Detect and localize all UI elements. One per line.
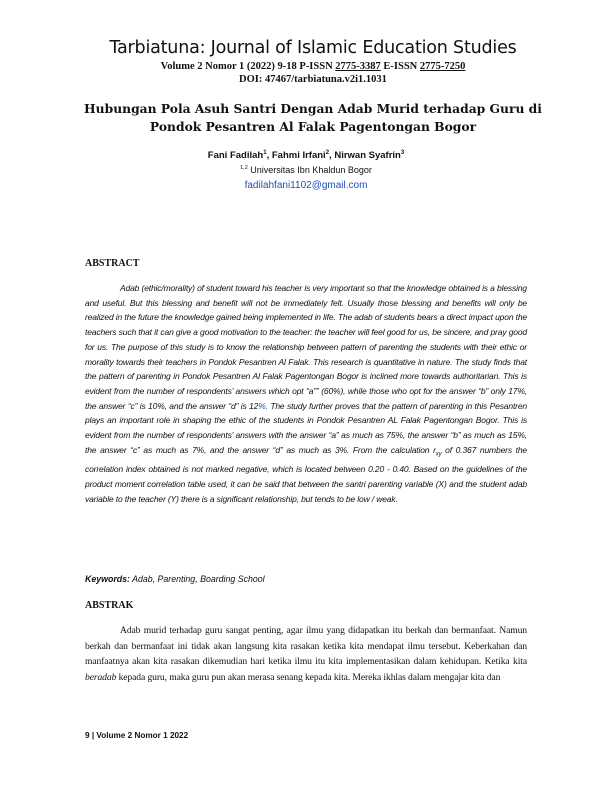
doi: DOI: 47467/tarbiatuna.v2i1.1031 xyxy=(239,74,387,85)
e-issn-label: E-ISSN xyxy=(380,61,420,72)
keywords xyxy=(85,574,265,584)
abstract-text-highlight: %. xyxy=(258,400,268,411)
abstrak-text-part: kepada guru, maka guru pun akan merasa senang kepada kita. Mereka ikhlas dalam mengajar kita dan xyxy=(116,672,501,684)
author-email[interactable]: fadilahfani1102@gmail.com xyxy=(244,180,368,191)
author-affil-marker: 1 xyxy=(263,150,267,156)
author-name: Nirwan Syafrin xyxy=(334,150,401,162)
article-title: Hubungan Pola Asuh Santri Dengan Adab Murid terhadap Guru di Pondok Pesantren Al Falak Pagentongan Bogor xyxy=(84,101,542,134)
e-issn-link[interactable]: 2775-7250 xyxy=(419,61,466,72)
author-affil-marker: 3 xyxy=(400,150,405,156)
abstrak-heading: ABSTRAK xyxy=(85,600,134,611)
abstract-text-part: The study further proves that the pattern of parenting in this Pesantren plays an important role in shaping the ethic of the students in Pondok Pesantren AL Falak Pagentongan Bogor. This is evident from the number of respondents’ answers with the answer “a” as much as 75%, the answer “b” as much as 15%, the answer “c” as much as 7%, and the answer “d” as much as 3%. From the calculation r xyxy=(85,400,528,455)
page-footer: 9 | Volume 2 Nomor 1 2022 xyxy=(85,731,189,740)
abstract-text xyxy=(85,281,527,506)
journal-title: Tarbiatuna: Journal of Islamic Education Studies xyxy=(109,38,517,58)
affiliation-name: Universitas Ibn Khaldun Bogor xyxy=(250,165,372,175)
abstrak-italic-word: beradab xyxy=(85,672,117,684)
issue-prefix: Volume 2 Nomor 1 (2022) 9-18 P-ISSN xyxy=(160,61,336,72)
author-name: Fahmi Irfani xyxy=(271,150,326,162)
author-affil-marker: 2 xyxy=(325,150,330,156)
abstrak-text-part: Adab murid terhadap guru sangat penting, agar ilmu yang didapatkan itu berkah dan bermanfaat. Namun berkah dan bermanfaat ini tidak akan langsung kita rasakan ketika kita mendapat ilmu tersebut. Keberkahan dan manfaatnya akan kita rasakan dikemudian hari ketika ilmu itu kita implementasikan dalam kehidupan. Ketika kita xyxy=(85,625,527,668)
abstract-text-part: Adab (ethic/morality) of student toward his teacher is very important so that the knowledge obtained is a blessing and useful. But this blessing and benefit will not be immediately felt. Usually those blessing and benefits will only be realized in the future the knowledge gained being implemented in life. The adab of students bears a direct impact upon the teachers such that it can give a good motivation to the teacher: the teacher will feel good for us, be sincere, and pray good for us. The purpose of this study is to know the relationship between pattern of parenting the students with their ethic or morality towards their teachers in Pondok Pesantren Al Falak. This research is quantitative in nature. The study finds that the pattern of parenting in Pondok Pesantren Al Falak Pagentongan Bogor is inclined more towards authoritarian. This is evident from the number of respondents’ answers which opt “a”” (60%), while those who opt for the answer “b” only 17%, the answer “c” is 10%, and the answer “d” is 12 xyxy=(85,283,527,411)
abstrak-text xyxy=(85,623,527,686)
keywords-list: Adab, Parenting, Boarding School xyxy=(129,574,265,584)
author-name: Fani Fadilah xyxy=(207,150,264,162)
author-list: Fani Fadilah$^1$, Fahmi Irfani$^2$, Nirwan Syafrin$^3$ xyxy=(207,150,405,162)
keywords-label: Keywords: xyxy=(85,574,130,584)
affiliation xyxy=(0,165,612,175)
abstract-heading: ABSTRACT xyxy=(85,258,140,269)
affiliation-marker: 1,2 xyxy=(240,165,248,171)
abstract-subscript: xy xyxy=(435,451,442,458)
abstract-text-part: of 0.367 numbers the correlation index obtained is not marked negative, which is located between 0.20 - 0.40. Based on the guidelines of the product moment correlation table used, it can be said that between the santri parenting variable (X) and the student adab variable to the teacher (Y) there is a significant relationship, but tends to be low / weak. xyxy=(85,444,527,504)
p-issn-link[interactable]: 2775-3387 xyxy=(335,61,381,72)
issue-info xyxy=(0,61,612,72)
